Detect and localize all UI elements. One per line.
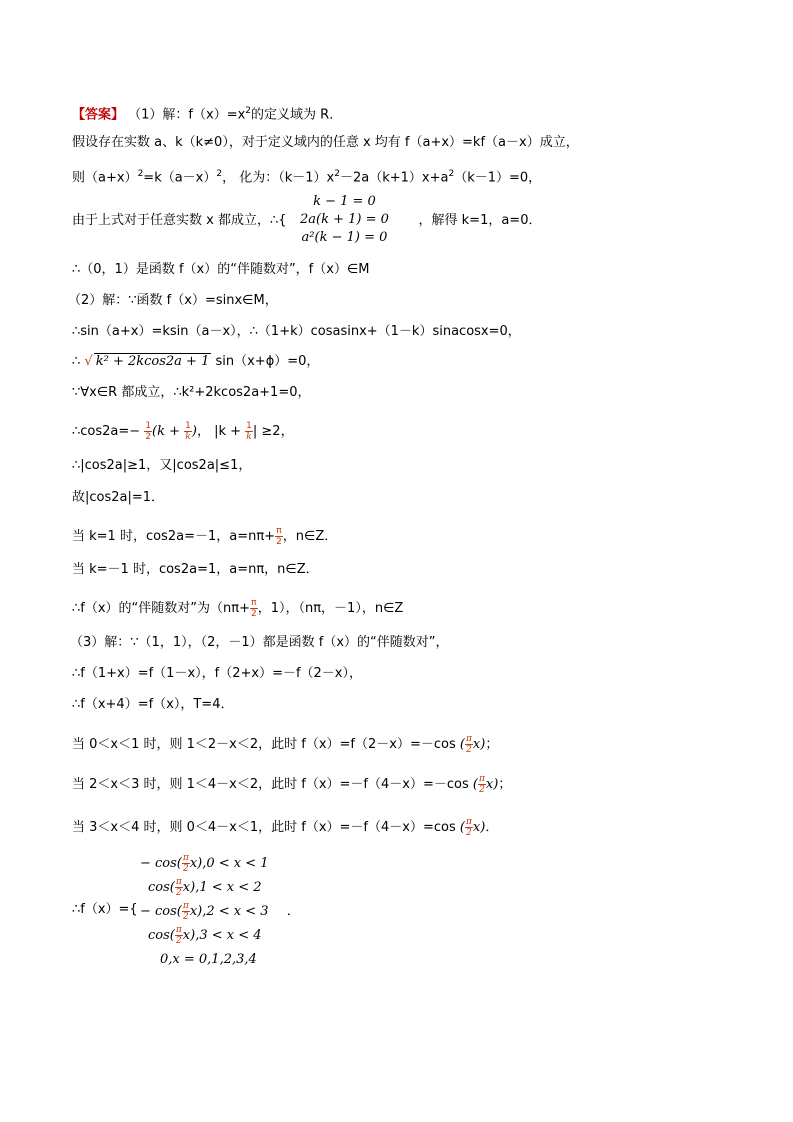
line-km1: 当 k=－1 时，cos2a=1，a=nπ，n∈Z． (72, 562, 319, 577)
line-expand: 则$(a+x)^2=k(a-x)^2$， 化为：$(k-1)x^2-2a(k+1)x+a^2(k-1)=0$， (72, 169, 542, 186)
line-solve: 由于上式对于任意实数 x 都成立，∴{ ，解得 k=1，a=0． (72, 213, 542, 228)
line-piecewise-lead: ∴f（x）={ (72, 902, 138, 917)
line-cos2a: ∴cos2a=− $\frac{1}{2}$ (k + $\frac{1}{k}$ )， |k + $\frac{1}{k}$ | ≥2， (72, 421, 294, 442)
line-sqrt: ∴ √ k² + 2kcos2a + 1 sin（x+ϕ）=0， (72, 354, 320, 369)
line-pairs: ∴f（x）的“伴随数对”为（nπ+ $\frac{\pi}{2}$ ，1），（nπ，－1），n∈Z (72, 598, 404, 619)
line-case3: 当 3＜x＜4 时，则 0＜4－x＜1，此时 f（x）=－f（4－x）=cos ( $\frac{\pi}{2}$ x)． (72, 817, 499, 838)
line-abs: ∴|cos2a|≥1，又|cos2a|≤1， (72, 458, 252, 473)
piecewise-row: cos( $\frac{\pi}{2}$ x),1 < x < 2 (148, 877, 262, 898)
piecewise-row: cos( $\frac{\pi}{2}$ x),3 < x < 4 (148, 925, 262, 946)
line-case2: 当 2＜x＜3 时，则 1＜4－x＜2，此时 f（x）=－f（4－x）=－cos ( $\frac{\pi}{2}$ x)； (72, 774, 512, 795)
line-forall: ∵∀x∈R 都成立，∴k²+2kcos2a+1=0， (72, 385, 311, 400)
line-part3: （3）解：∵（1，1），（2，－1）都是函数 f（x）的“伴随数对”， (70, 635, 449, 650)
line-sin: ∴sin（a+x）=ksin（a－x），∴（1+k）cosasinx+（1－k）sinacosx=0， (72, 324, 521, 339)
sqrt-content: k² + 2kcos2a + 1 (95, 354, 210, 369)
piecewise-row: 0,x = 0,1,2,3,4 (160, 952, 257, 967)
line-conclusion-1: ∴（0，1）是函数 f（x）的“伴随数对”，f（x）∈M (72, 262, 370, 277)
line-period: ∴f（x+4）=f（x），T=4． (72, 697, 234, 712)
line-therefore: 故|cos2a|=1． (72, 490, 165, 505)
sqrt-symbol: √ (84, 354, 93, 369)
line-part2: （2）解：∵函数 f（x）=sinx∈M， (68, 293, 278, 308)
equation-system-1: k − 1 = 0 2a(k + 1) = 0 a²(k − 1) = 0 (300, 194, 389, 245)
piecewise-row: − cos( $\frac{\pi}{2}$ x),0 < x < 1 (140, 853, 269, 874)
line-k1: 当 k=1 时，cos2a=－1，a=nπ+ $\frac{\pi}{2}$ ，n∈Z． (72, 526, 338, 547)
piecewise-system (140, 852, 300, 972)
answer-label: 【答案】 (72, 107, 125, 123)
line-assume: 假设存在实数 a、k（k≠0），对于定义域内的任意 x 均有 f（a+x）=kf（a－x）成立， (72, 135, 579, 150)
line-f-sym: ∴f（1+x）=f（1－x），f（2+x）=－f（2－x）， (72, 666, 363, 681)
line-answer: 【答案】 （1）解：$f(x)=x^2$的定义域为 R． (72, 106, 343, 123)
line-case1: 当 0＜x＜1 时，则 1＜2－x＜2，此时 f（x）=f（2－x）=－cos ( $\frac{\pi}{2}$ x)； (72, 734, 499, 755)
piecewise-row: − cos( $\frac{\pi}{2}$ x),2 < x < 3 ． (140, 901, 300, 922)
p1-intro: （1）解：f（x）=x (128, 107, 246, 123)
